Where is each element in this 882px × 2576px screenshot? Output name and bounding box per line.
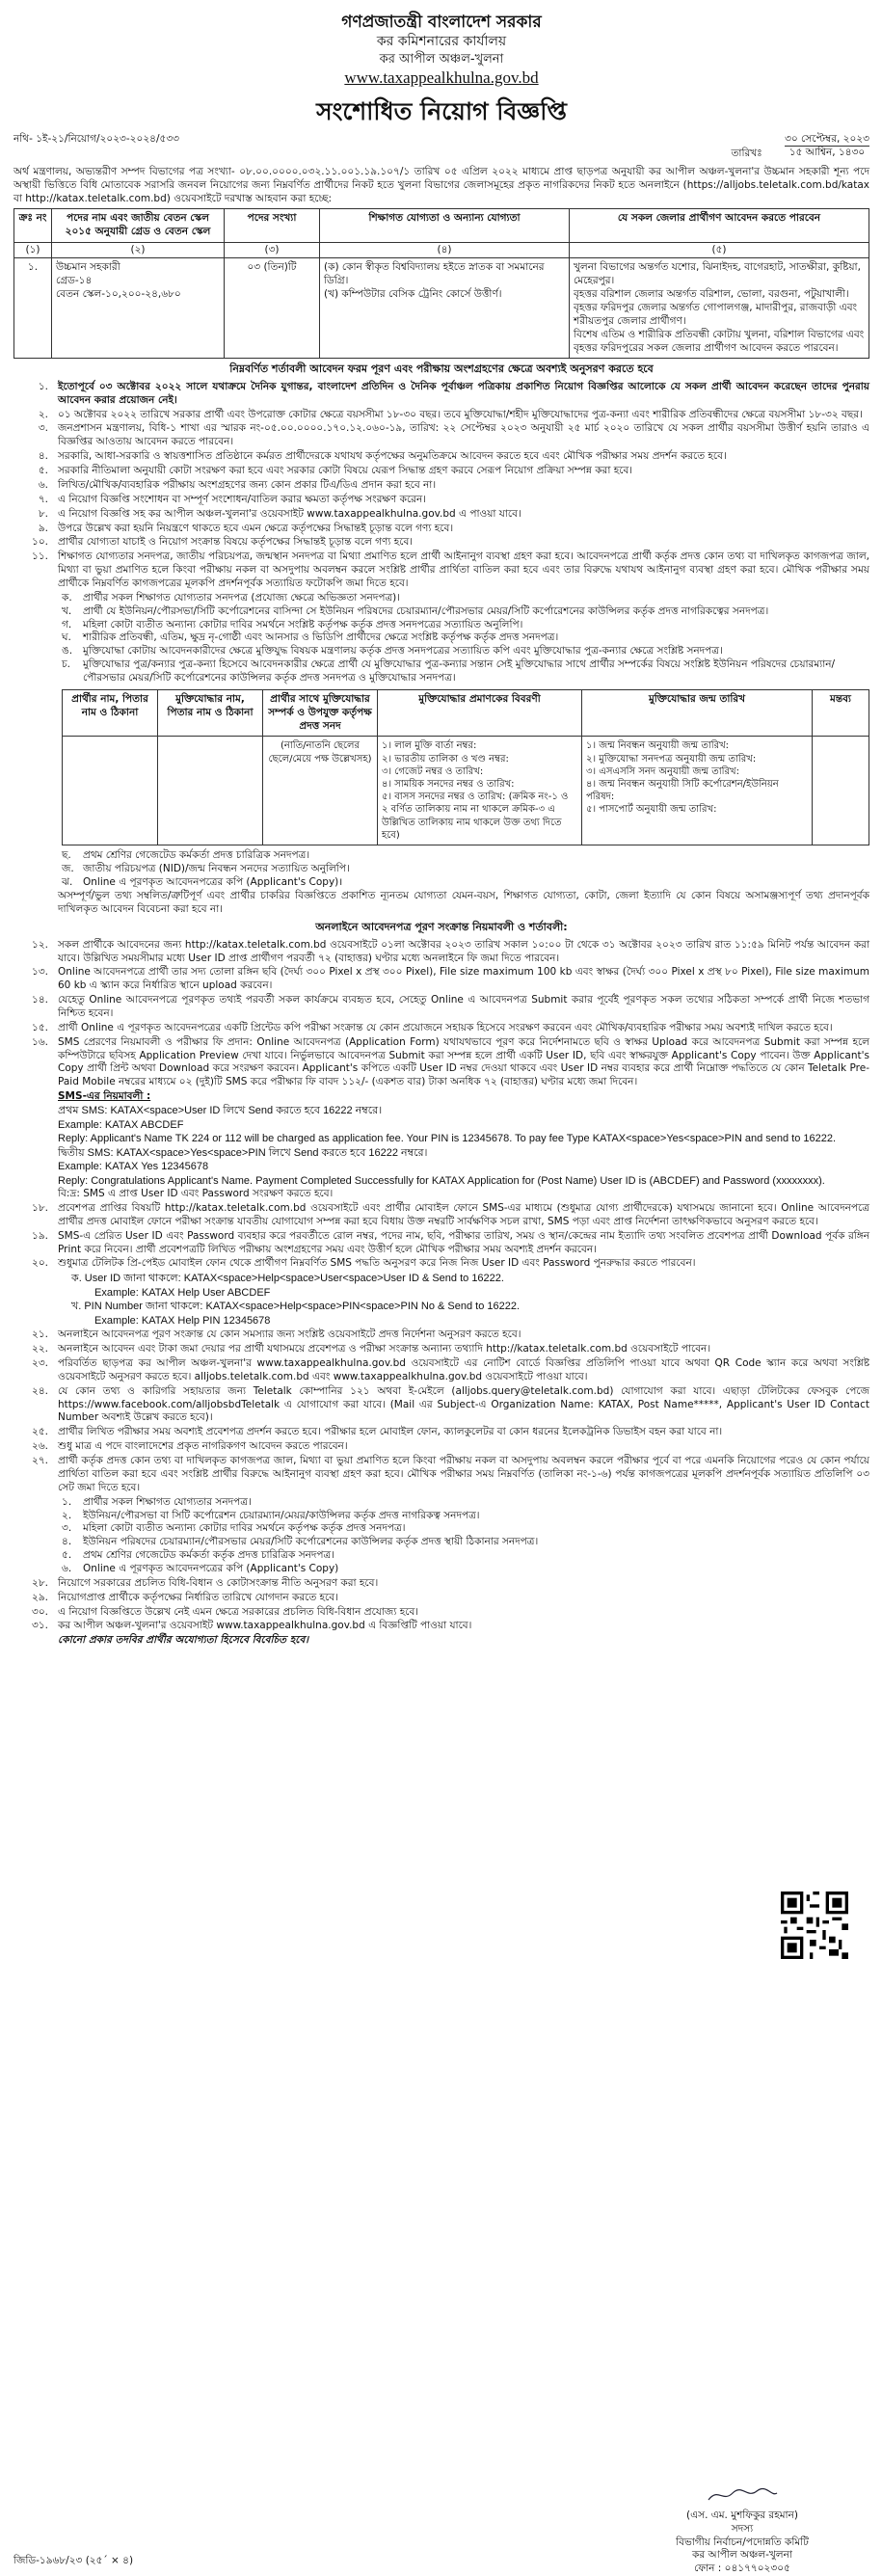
admit-rule-item [13,1230,869,1257]
recovery-block [71,1272,869,1328]
website-link[interactable]: www.taxappealkhulna.gov.bd [344,68,539,88]
condition-text: এ নিয়োগ বিজ্ঞপ্তি সহ কর আপীল অঞ্চল-খুলনা'র ওয়েবসাইট www.taxappealkhulna.gov.bd এ পাওয়া যাবে। [58,507,521,520]
ff-cell-remarks [813,737,869,845]
endnote: কোনো প্রকার তদবির প্রার্থীর অযোগ্যতা হিসেবে বিবেচিত হবে। [58,1634,309,1647]
document-number: জ. [62,862,74,874]
ff-th-ff-name: মুক্তিযোদ্ধার নাম, পিতার নাম ও ঠিকানা [158,689,263,737]
notice-title: সংশোধিত নিয়োগ বিজ্ঞপ্তি [316,96,567,125]
condition-number: ১০. [32,536,48,549]
condition-item [13,450,869,464]
online-rule-number: ১২. [32,938,48,951]
document-text: মহিলা কোটা ব্যতীত অন্যান্য কোটার দাবির সমর্থনে সংশ্লিষ্ট কর্তৃপক্ষ কর্তৃক প্রদত্ত সনদপত্রের সত্যায়িত অনুলিপি। [83,618,523,631]
document-item [62,619,869,632]
sms-example-2: Example: KATAX Yes 12345678 [58,1161,209,1173]
ff-cell-relation: (নাতি/নাতনি ছেলের ছেলে/মেয়ে পক্ষ উল্লেখসহ) [263,737,378,845]
required-doc-text: প্রথম শ্রেণির গেজেটেড কর্মকর্তা কর্তৃক প্রদত্ত চারিত্রিক সনদপত্র। [83,1549,335,1562]
condition-text: ০১ অক্টোবর ২০২২ তারিখে সরকার প্রার্থী এবং উপরোক্ত কোটার ক্ষেত্রে বয়সসীমা ১৮-৩০ বছর। তবে মুক্তিযোদ্ধা/শহীদ মুক্তিযোদ্ধাদের পুত্র-কন্যা এবং শারীরিক প্রতিবন্ধীদের ক্ষেত্রে বয়সসীমা ১৮-৩২ বছর। [58,408,863,420]
online-rule-text: SMS প্রেরণের নিয়মাবলী ও পরীক্ষার ফি প্রদান: Online আবেদনপত্র (Application Form) যথাযথভাবে পূরণ করে নির্দেশনামতে ছবি ও স্বাক্ষর Upload করে আবেদনপত্র Submit করা সম্পন্ন হলে কম্পিউটারে ছবিসহ Application Preview দেখা যাবে। নির্ভুলভাবে আবেদনপত্র Submit করা সম্পন্ন হলে প্রার্থী একটি User ID, ছবি এবং স্বাক্ষরযুক্ত Applicant's Copy পাবেন। উক্ত Applicant's Copy প্রার্থী প্রিন্ট অথবা Download করে সংরক্ষণ করবেন। Applicant's কপিতে একটি User ID নম্বর দেওয়া থাকবে এবং User ID নম্বর ব্যবহার করে প্রার্থী নিম্নোক্ত পদ্ধতিতে যে কোন Teletalk Pre-Paid Mobile নম্বরের মাধ্যমে ০২ (দুই)টি SMS করে পরীক্ষার ফি বাবদ ১১২/- (একশত বার) টাকা অনধিক ৭২ (বাহাত্তর) ঘণ্টার মধ্যে জমা দিবেন। [58,1035,869,1088]
required-doc-number: ৪. [62,1536,72,1548]
online-rule-number: ১৩. [32,966,48,979]
online-rule-item [13,1022,869,1035]
ff-dob-4: ৪। জন্ম নিবন্ধন অনুযায়ী সিটি কর্পোরেশন/ইউনিয়ন পরিষদ: [586,778,779,803]
other-rule-number: ২৫. [32,1426,48,1438]
condition-item [13,465,869,478]
condition-text: জনপ্রশাসন মন্ত্রণালয়, বিধি-১ শাখা এর স্মারক নং-০৫.০০.০০০০.১৭০.১২.০৬০-১৯, তারিখ: ২২ সেপ্টেম্বর ২০২৩ অনুযায়ী ২৫ মার্চ ২০২০ তারিখে যে সকল প্রার্থীর বয়সসীমা উত্তীর্ণ হয়নি তারাও এ বিজ্ঞপ্তির আওতায় আবেদন করতে পারবেন। [58,422,869,448]
th-count: পদের সংখ্যা [225,208,320,242]
ff-th-candidate: প্রার্থীর নাম, পিতার নাম ও ঠিকানা [63,689,158,737]
date-label: তারিখঃ [731,147,762,159]
online-rule-text: প্রার্থী Online এ পূরণকৃত আবেদনপত্রের একটি প্রিন্টেড কপি পরীক্ষা সংক্রান্ত যে কোন প্রয়োজনে সহায়ক হিসেবে সংরক্ষণ করবেন এবং মৌখিক/ব্যবহারিক পরীক্ষার সময় অবশ্যই দাখিল করতে হবে। [58,1021,833,1033]
condition-item [13,381,869,408]
other-rule-text: শুধু মাত্র এ পদে বাংলাদেশের প্রকৃত নাগরিকগণ আবেদন করতে পারবেন। [58,1440,348,1453]
condition-number: ৭. [38,493,48,505]
condition-number: ৩. [38,422,48,435]
conditions-list [13,409,869,591]
other-rule-text: যে কোন তথ্য ও কারিগরি সহায়তার জন্য Teletalk কোম্পানির ১২১ অথবা ই-মেইলে (alljobs.query@teletalk.com.bd) যোগাযোগ করা যাবে। এছাড়া টেলিটকের ফেসবুক পেজে https://www.facebook.com/alljobsbdTeletalk এ যোগাযোগ করা যাবে। (Mail এর Subject-এ Organization Name: KATAX, Post Name*****, Applicant's User ID Contact Number অবশ্যই উল্লেখ করতে হবে)। [58,1384,869,1424]
recover-pin-example: Example: KATAX Help PIN 12345678 [94,1314,271,1327]
document-item [62,631,869,645]
ff-cell-candidate [63,737,158,845]
required-doc-number: ২. [62,1509,72,1521]
document-item [62,592,869,605]
final-rule-item [13,1577,869,1591]
final-rule-text: কর আপীল অঞ্চল-খুলনা'র ওয়েবসাইট www.taxappealkhulna.gov.bd এ বিজ্ঞপ্তিটি পাওয়া যাবে। [58,1620,472,1632]
sms-reply-1: Reply: Applicant's Name TK 224 or 112 will be charged as application fee. Your PIN is 12345678. To pay fee Type KATAX<space>Yes<space>PIN and send to 16222. [58,1133,837,1145]
qr-code[interactable] [781,1892,848,1959]
signatory-office: কর আপীল অঞ্চল-খুলনা [692,2549,792,2562]
final-rule-text: এ নিয়োগ বিজ্ঞপ্তিতে উল্লেখ নেই এমন ক্ষেত্রে সরকারের প্রচলিত বিধি-বিধান প্রযোজ্য হবে। [58,1605,419,1618]
online-rule-item [13,939,869,966]
document-text: মুক্তিযোদ্ধার পুত্র/কন্যার পুত্র-কন্যা হিসেবে আবেদনকারীর ক্ষেত্রে প্রার্থী যে মুক্তিযোদ্ধার পুত্র-কন্যার সন্তান সেই মুক্তিযোদ্ধার সাথে প্রার্থীর সম্পর্কের বিষয়ে সংশ্লিষ্ট ইউনিয়ন পরিষদের চেয়ারম্যান/পৌরসভার মেয়র/সিটি কর্পোরেশনের কাউন্সিলর কর্তৃক প্রদত্ত সনদপত্র ও মুক্তিযোদ্ধার সনদপত্র। [83,658,836,684]
condition-text: এ নিয়োগ বিজ্ঞপ্তি সংশোধন বা সম্পূর্ণ সংশোধন/বাতিল করার ক্ষমতা কর্তৃপক্ষ সংরক্ষণ করেন। [58,493,426,505]
ff-dob-3: ৩। এসএসসি সনদ অনুযায়ী জন্ম তারিখ: [586,765,739,777]
th-qualification: শিক্ষাগত যোগ্যতা ও অন্যান্য যোগ্যতা [320,208,570,242]
admit-rule-text: SMS-এ প্রেরিত User ID এবং Password ব্যবহার করে পরবর্তীতে রোল নম্বর, পদের নাম, ছবি, পরীক্ষার তারিখ, সময় ও স্থান/কেন্দ্রের নাম ইত্যাদি তথ্য সংবলিত প্রবেশপত্র প্রার্থী Download পূর্বক রঙ্গিন Print করে নিবেন। প্রার্থী প্রবেশপত্রটি লিখিত পরীক্ষায় অংশগ্রহণের সময় এবং উত্তীর্ণ হলে মৌখিক পরীক্ষার সময় অবশ্যই প্রদর্শন করবেন। [58,1229,869,1255]
conditions-heading: নিম্নবর্ণিত শর্তাবলী আবেদন ফরম পূরণ এবং পরীক্ষায় অংশগ্রহণের ক্ষেত্রে অবশ্যই অনুসরণ করতে হবে [229,362,654,376]
ff-th-remarks: মন্তব্য [813,689,869,737]
condition-number: ৮. [38,507,48,520]
colnum-4: (৪) [320,242,570,258]
ff-proof-5: ৫। বাসস সনদের নম্বর ও তারিখ: (ক্রমিক নং-১ ও ২ বর্ণিত তালিকায় নাম না থাকলে ক্রমিক-৩ এ উল্লিখিত তালিকায় নাম থাকলে উক্ত তথ্য দিতে হবে) [382,792,569,841]
admit-rule-text: শুধুমাত্র টেলিটক প্রি-পেইড মোবাইল ফোন থেকে প্রার্থীগণ নিম্নবর্ণিত SMS পদ্ধতি অনুসরণ করে নিজ নিজ User ID এবং Password পুনরুদ্ধার করতে পারবেন। [58,1257,696,1270]
condition-item [13,494,869,507]
other-rule-item [13,1455,869,1495]
colnum-3: (৩) [225,242,320,258]
th-post: পদের নাম এবং জাতীয় বেতন স্কেল ২০১৫ অনুযায়ী গ্রেড ও বেতন স্কেল [52,208,225,242]
ff-proof-3: ৩। গেজেট নম্বর ও তারিখ: [382,765,484,777]
other-rule-text: অনলাইনে আবেদন এবং টাকা জমা দেয়ার পর প্রার্থী যথাসময়ে প্রবেশপত্র ও পরীক্ষা সংক্রান্ত অন্যান্য তথ্যাদি http://katax.teletalk.com.bd ওয়েবসাইটে পাবেন। [58,1343,711,1355]
qualification-a: (ক) কোন স্বীকৃত বিশ্ববিদ্যালয় হইতে স্নাতক বা সমমানের ডিগ্রি। [324,261,545,287]
cell-post [52,258,225,359]
incomplete-note-text: অসম্পূর্ণ/ভুল তথ্য সম্বলিত/ত্রুটিপূর্ণ এবং প্রার্থীর চাকরির বিজ্ঞপ্তিতে প্রকাশিত ন্যূনতম যোগ্যতা যেমন-বয়স, শিক্ষাগত যোগ্যতা, কোটা, জেলা ইত্যাদি যে কোন বিষয়ে অসামঞ্জস্যপূর্ণ তথ্য প্রদানপূর্বক দাখিলকৃত আবেদন বিবেচনা করা হবে না। [58,890,869,916]
condition-item [13,550,869,591]
colnum-1: (১) [14,242,52,258]
required-doc-text: Online এ পূরণকৃত আবেদনপত্রের কপি (Applicant's Copy) [83,1562,339,1574]
document-number: গ. [62,618,72,631]
online-rules-list [13,939,869,1089]
document-number: ছ. [62,848,71,861]
other-rule-number: ২৬. [32,1440,48,1453]
condition-text: প্রার্থীর যোগ্যতা যাচাই ও নিয়োগ সংক্রান্ত বিষয়ে কর্তৃপক্ষের সিদ্ধান্তই চূড়ান্ত বলে গণ্য হবে। [58,536,414,549]
document-item [62,645,869,658]
district-group-4: বিশেষ এতিম ও শারীরিক প্রতিবন্ধী কোটায় খুলনা, বরিশাল বিভাগের এবং বৃহত্তর ফরিদপুরের সকল জেলার প্রার্থীগণ আবেদন করতে পারবেন। [574,328,865,354]
condition-text: ইতোপূর্বে ০৩ অক্টোবর ২০২২ সালে যথাক্রমে দৈনিক যুগান্তর, বাংলাদেশ প্রতিদিন ও দৈনিক পূর্বাঞ্চল পত্রিকায় প্রকাশিত নিয়োগ বিজ্ঞপ্তির আলোকে যে সকল প্রার্থী আবেদন করেছেন তাদের পুনরায় আবেদন করার প্রয়োজন নেই। [58,380,869,406]
document-text: Online এ পূরণকৃত আবেদনপত্রের কপি (Applicant's Copy)। [83,875,343,888]
required-doc-item [62,1510,869,1523]
admit-rule-item [13,1202,869,1229]
signature-block [646,2485,839,2576]
ff-proof-1: ১। লাল মুক্তি বার্তা নম্বর: [382,740,477,752]
online-rule-text: যেহেতু Online আবেদনপত্রে পূরণকৃত তথ্যই পরবর্তী সকল কার্যক্রমে ব্যবহৃত হবে, সেহেতু Online এ আবেদনপত্র Submit করার পূর্বেই পূরণকৃত সকল তথ্যের সঠিকতা সম্পর্কে প্রার্থী নিজে শতভাগ নিশ্চিত হবেন। [58,994,869,1019]
date-block [732,133,869,161]
online-rule-item [13,1036,869,1089]
other-rule-item [13,1357,869,1384]
date-bengali-calendar: ১৫ আশ্বিন, ১৪৩০ [788,147,866,159]
final-rule-item [13,1592,869,1605]
district-group-2: বৃহত্তর বরিশাল জেলার অন্তর্গত বরিশাল, ভোলা, বরগুনা, পটুয়াখালী। [574,288,849,301]
ff-th-relation: প্রার্থীর সাথে মুক্তিযোদ্ধার সম্পর্ক ও উপযুক্ত কর্তৃপক্ষ প্রদত্ত সনদ [263,689,378,737]
document-text: প্রার্থী যে ইউনিয়ন/পৌরসভা/সিটি কর্পোরেশনের বাসিন্দা সে ইউনিয়ন পরিষদের চেয়ারম্যান/পৌরসভার মেয়র/সিটি কর্পোরেশনের কাউন্সিলর কর্তৃক প্রদত্ত নাগরিকত্বের সনদপত্র। [83,604,769,617]
other-rule-item [13,1426,869,1439]
signatory-name: (এস. এম. মুশফিকুর রহমান) [686,2509,798,2521]
cell-districts [570,258,869,359]
document-text: শারীরিক প্রতিবন্ধী, এতিম, ক্ষুদ্র নৃ-গোষ্ঠী এবং আনসার ও ভিডিপি প্রার্থীদের ক্ষেত্রে সংশ্লিষ্ট কর্তৃপক্ষ কর্তৃক প্রদত্ত সনদপত্র। [83,631,559,644]
final-rules-list [13,1577,869,1633]
footer-code: জিডি-১৯৬৮/২৩ (২৫´ × ৪) [13,2555,134,2566]
admit-rule-number: ১৯. [32,1229,48,1242]
condition-number: ৫. [38,465,48,477]
document-item [62,658,869,685]
sms-note: বি:দ্র: SMS এ প্রাপ্ত User ID এবং Password সংরক্ষণ করতে হবে। [58,1188,334,1200]
ff-dob-1: ১। জন্ম নিবন্ধন অনুযায়ী জন্ম তারিখ: [586,740,730,752]
document-sub-list [13,592,869,685]
condition-number: ১১. [32,550,48,563]
district-group-1: খুলনা বিভাগের অন্তর্গত যশোর, ঝিনাইদহ, বাগেরহাট, সাতক্ষীরা, কুষ্টিয়া, মেহেরপুর। [574,261,861,287]
condition-text: সরকারি নীতিমালা অনুযায়ী কোটা সংরক্ষণ করা হবে এবং সরকার কোটা বিষয়ে যেরূপ সিদ্ধান্ত গ্রহণ করবে সেরূপ নিয়োগ প্রক্রিয়া সম্পন্ন করা হবে। [58,465,633,477]
admit-rule-item [13,1257,869,1271]
final-rule-item [13,1606,869,1620]
qr-code-icon [781,1892,848,1959]
online-rules-heading: অনলাইনে আবেদনপত্র পূরণ সংক্রান্ত নিয়মাবলী ও শর্তাবলী: [315,921,568,934]
document-number: ক. [62,591,72,604]
condition-item [13,409,869,422]
incomplete-note [13,890,869,917]
document-number: চ. [62,658,71,671]
other-rule-item [13,1328,869,1342]
other-rule-item [13,1343,869,1356]
colnum-2: (২) [52,242,225,258]
admit-rule-number: ২০. [32,1257,48,1270]
post-name: উচ্চমান সহকারী [56,261,120,274]
colnum-5: (৫) [570,242,869,258]
document-number: খ. [62,604,72,617]
cell-sl: ১. [14,258,52,359]
document-number: ঘ. [62,631,71,644]
final-rule-item [13,1620,869,1633]
required-doc-text: মহিলা কোটা ব্যতীত অন্যান্য কোটার দাবির সমর্থনে কর্তৃপক্ষ কর্তৃক প্রদত্ত সনদপত্র। [83,1522,406,1535]
sms-example-1: Example: KATAX ABCDEF [58,1118,184,1131]
other-rule-text: পরিবর্তিত ছাড়পত্র কর আপীল অঞ্চল-খুলনা'র www.taxappealkhulna.gov.bd ওয়েবসাইটে এর নোটিশ বোর্ডে বিজ্ঞপ্তির প্রতিলিপি পাওয়া যাবে অথবা QR Code স্ক্যান করে অথবা সংশ্লিষ্ট ওয়েবসাইটে অনুসরণ করতে হবে। alljobs.teletalk.com.bd এবং www.taxappealkhulna.gov.bd ওয়েবসাইটে পাওয়া যাবে। [58,1357,869,1382]
required-doc-item [62,1496,869,1510]
admit-rules-list [13,1202,869,1271]
final-rule-number: ৩০. [32,1605,48,1618]
document-text: প্রথম শ্রেণির গেজেটেড কর্মকর্তা প্রদত্ত চারিত্রিক সনদপত্র। [83,848,310,861]
freedom-fighter-table [62,689,869,845]
condition-number: ২. [38,408,48,420]
final-rule-text: নিয়োগে সরকারের প্রচলিত বিধি-বিধান ও কোটাসংক্রান্ত নীতি অনুসরণ করা হবে। [58,1576,379,1589]
other-rule-item [13,1440,869,1454]
required-doc-item [62,1563,869,1576]
ff-proof-2: ২। ভারতীয় তালিকা ও খণ্ড নম্বর: [382,753,509,765]
other-rule-number: ২১. [32,1328,48,1341]
signatory-committee: বিভাগীয় নির্বাচন/পদোন্নতি কমিটি [676,2536,809,2548]
ff-dob-5: ৫। পাসপোর্ট অনুযায়ী জন্ম তারিখ: [586,804,717,816]
condition-number: ৬. [38,478,48,491]
other-rule-number: ২৪. [32,1384,48,1397]
signatory-role: সদস্য [731,2522,754,2535]
document-number: ঝ. [62,875,73,888]
online-rule-number: ১৬. [32,1035,48,1048]
document-text: মুক্তিযোদ্ধা কোটায় আবেদনকারীদের ক্ষেত্রে মুক্তিযুদ্ধ বিষয়ক মন্ত্রণালয় কর্তৃক প্রদত্ত সনদপত্রের সত্যায়িত কপি এবং মুক্তিযোদ্ধার পুত্র-কন্যার ক্ষেত্রে সংশ্লিষ্ট সনদপত্র। [83,645,723,657]
condition-text: উপরে উল্লেখ করা হয়নি নিয়ন্ত্রণে থাকতে হবে এমন ক্ষেত্রে কর্তৃপক্ষের সিদ্ধান্তই চূড়ান্ত বলে গণ্য হবে। [58,522,454,534]
recover-user-id-example: Example: KATAX Help User ABCDEF [94,1286,271,1299]
other-rule-text: প্রার্থী কর্তৃক প্রদত্ত কোন তথ্য বা দাখিলকৃত কাগজপত্র জাল, মিথ্যা বা ভুয়া প্রমাণিত হলে কিংবা পরীক্ষায় নকল বা অসদুপায় অবলম্বন করলে পরীক্ষার পূর্বে বা পরে এমনকি নিয়োগের পরেও যে কোন পর্যায়ে প্রার্থিতা বাতিল করা হবে এবং সংশ্লিষ্ট প্রার্থীর বিরুদ্ধে আইনানুগ ব্যবস্থা গ্রহণ করা হবে। মৌখিক পরীক্ষার সময় নিম্নবর্ণিত (তালিকা নং-১-৬) পর্যন্ত কাগজপত্রের মূলকপি প্রদর্শনপূর্বক সত্যায়িত প্রতিলিপি ০৩ সেট জমা দিতে হবে। [58,1455,869,1493]
recover-user-id: ক. User ID জানা থাকলে: KATAX<space>Help<space>User<space>User ID & Send to 16222. [71,1273,504,1285]
condition-item [13,479,869,493]
file-number: নথি- ১ই-২১/নিয়োগ/২০২৩-২০২৪/৫৩৩ [13,132,179,145]
office-name: কর কমিশনারের কার্যালয় [376,34,507,50]
required-doc-number: ৫. [62,1549,72,1562]
zone-name: কর আপীল অঞ্চল-খুলনা [379,51,504,67]
other-rule-text: অনলাইনে আবেদনপত্র পূরণ সংক্রান্ত যে কোন সমস্যার জন্য সংশ্লিষ্ট ওয়েবসাইটে প্রদত্ত নির্দেশনা অনুসরণ করতে হবে। [58,1328,521,1341]
document-item [62,605,869,619]
post-scale: বেতন স্কেল-১০,২০০-২৪,৬৮০ [56,288,181,301]
th-sl: ক্রঃ নং [14,208,52,242]
other-rule-number: ২৩. [32,1357,48,1370]
recover-pin: খ. PIN Number জানা থাকলে: KATAX<space>Help<space>PIN<space>PIN No & Send to 16222. [71,1301,521,1313]
condition-text: লিখিত/মৌখিক/ব্যবহারিক পরীক্ষায় অংশগ্রহণের জন্য কোন প্রকার টিএ/ডিএ প্রদান করা হবে না। [58,478,437,491]
sms-reply-2: Reply: Congratulations Applicant's Name. Payment Completed Successfully for KATAX Application for (Post Name) User ID is (ABCDEF) and Password (xxxxxxxx). [58,1174,825,1187]
sms-first: প্রথম SMS: KATAX<space>User ID লিখে Send করতে হবে 16222 নম্বরে। [58,1105,383,1117]
sms-second: দ্বিতীয় SMS: KATAX<space>Yes<space>PIN লিখে Send করতে হবে 16222 নম্বরে। [58,1146,428,1159]
other-rule-text: প্রার্থীর লিখিত পরীক্ষার সময় অবশ্যই প্রবেশপত্র প্রদর্শন করতে হবে। পরীক্ষার হলে মোবাইল ফোন, ক্যালকুলেটর বা কোন ধরনের ইলেকট্রনিক ডিভাইস বহন করা যাবে না। [58,1426,723,1438]
document-number: ঙ. [62,645,73,657]
required-doc-item [62,1549,869,1563]
condition-number: ৪. [38,450,48,463]
required-doc-text: ইউনিয়ন/পৌরসভা বা সিটি কর্পোরেশন চেয়ারম্যান/মেয়র/কাউন্সিলর কর্তৃক প্রদত্ত নাগরিকত্ব সনদপত্র। [83,1509,480,1521]
online-rule-text: Online আবেদনপত্রে প্রার্থী তার সদ্য তোলা রঙ্গিন ছবি (দৈর্ঘ্য ৩০০ Pixel x প্রস্থ ৩০০ Pixel), File size maximum 100 kb এবং স্বাক্ষর (দৈর্ঘ্য ৩০০ Pixel x প্রস্থ ৮০ Pixel), File size maximum 60 kb এ স্ক্যান করে নির্ধারিত স্থানে upload করবেন। [58,966,869,992]
ff-dob-2: ২। মুক্তিযোদ্ধা সনদপত্র অনুযায়ী জন্ম তারিখ: [586,753,757,765]
other-rules-list [13,1328,869,1494]
online-rule-number: ১৫. [32,1021,48,1033]
sms-heading: SMS-এর নিয়মাবলী : [58,1090,151,1103]
condition-text: সরকারি, আধা-সরকারি ও স্বায়ত্তশাসিত প্রতিষ্ঠানে কর্মরত প্রার্থীদেরকে যথাযথ কর্তৃপক্ষের অনুমতিক্রমে আবেদন করতে হবে এবং মৌখিক পরীক্ষার সময় প্রদর্শন করতে হবে। [58,450,727,463]
admit-rule-number: ১৮. [32,1201,48,1214]
ff-cell-proof [378,737,582,845]
govt-name: গণপ্রজাতন্ত্রী বাংলাদেশ সরকার [341,13,542,32]
condition-number: ৯. [38,522,48,534]
document-text: প্রার্থীর সকল শিক্ষাগত যোগ্যতার সনদপত্র (প্রযোজ্য ক্ষেত্রে অভিজ্ঞতা সনদপত্র)। [83,591,401,604]
final-rule-text: নিয়োগপ্রাপ্ত প্রার্থীকে কর্তৃপক্ষের নির্ধারিত তারিখে যোগদান করতে হবে। [58,1591,338,1603]
online-rule-item [13,994,869,1021]
online-rule-item [13,966,869,993]
document-sub-list-2 [13,849,869,890]
final-rule-number: ২৮. [32,1576,48,1589]
document-item [62,863,869,876]
post-table [13,208,869,360]
condition-text: শিক্ষাগত যোগ্যতার সনদপত্র, জাতীয় পরিচয়পত্র, জন্মস্থান সনদপত্র বা মিথ্যা প্রমাণিত হলে প্রার্থী আইনানুগ ব্যবস্থা গ্রহণ করা হবে। আবেদনপত্রে প্রার্থী কর্তৃক প্রদত্ত কোন তথ্য বা দাখিলকৃত কাগজপত্র জাল, মিথ্যা বা ভুয়া প্রমাণিত হলে কিংবা পরীক্ষায় নকল বা অসদুপায় অবলম্বন করলে সংশ্লিষ্ট প্রার্থীর প্রার্থিতা বাতিল করা হবে এবং তার বিরুদ্ধে যথাযথ আইনানুগ ব্যবস্থা গ্রহণ করা হবে। মৌখিক পরীক্ষার সময় প্রার্থীকে নিম্নবর্ণিত কাগজপত্রের মূলকপি প্রদর্শনপূর্বক সত্যায়িত ফটোকপি জমা দিতে হবে। [58,550,869,589]
condition-item [13,422,869,449]
condition-item [13,508,869,522]
date-bengali: ৩০ সেপ্টেম্বর, ২০২৩ [785,133,869,148]
notice-page [13,8,869,1649]
endnote-row [13,1634,869,1648]
cell-count: ০৩ (তিন)টি [225,258,320,359]
signature-icon [704,2485,781,2505]
district-group-3: বৃহত্তর ফরিদপুর জেলার অন্তর্গত গোপালগঞ্জ, মাদারীপুর, রাজবাড়ী এবং শরীয়তপুর জেলার প্রার্থীগণ। [574,301,858,327]
online-rule-number: ১৪. [32,994,48,1006]
final-rule-number: ২৯. [32,1591,48,1603]
other-rule-number: ২৭. [32,1455,48,1467]
required-docs-list [13,1496,869,1576]
ff-cell-ff-name [158,737,263,845]
sms-block [58,1090,869,1201]
admit-rule-text: প্রবেশপত্র প্রাপ্তির বিষয়টি http://katax.teletalk.com.bd ওয়েবসাইটে এবং প্রার্থীর মোবাইল ফোনে SMS-এর মাধ্যমে (শুধুমাত্র যোগ্য প্রার্থীদেরকে) যথাসময়ে জানানো হবে। Online আবেদনপত্রে প্রার্থীর প্রদত্ত মোবাইল ফোনে পরীক্ষা সংক্রান্ত যাবতীয় যোগাযোগ সম্পন্ন করা হবে বিধায় উক্ত নম্বরটি সার্বক্ষণিক সচল রাখা, SMS পড়া এবং প্রাপ্ত নির্দেশনা তাৎক্ষণিকভাবে অনুসরণ করতে হবে। [58,1201,869,1227]
cell-qualification [320,258,570,359]
other-rule-item [13,1385,869,1426]
document-text: জাতীয় পরিচয়পত্র (NID)/জন্ম নিবন্ধন সনদের সত্যায়িত অনুলিপি। [83,862,350,874]
other-rule-number: ২২. [32,1343,48,1355]
meta-row [13,133,869,161]
qualification-b: (খ) কম্পিউটার বেসিক ট্রেনিং কোর্সে উত্তীর্ণ। [324,288,502,301]
ff-th-proof: মুক্তিযোদ্ধার প্রমাণকের বিবরণী [378,689,582,737]
post-grade: গ্রেড-১৪ [56,275,93,287]
required-doc-number: ৬. [62,1562,72,1574]
condition-item [13,523,869,536]
ff-proof-4: ৪। সাময়িক সনদের নম্বর ও তারিখ: [382,778,515,790]
ff-cell-dob [582,737,813,845]
required-doc-text: প্রার্থীর সকল শিক্ষাগত যোগ্যতার সনদপত্র। [83,1495,252,1508]
document-item [62,876,869,890]
condition-number: ১. [38,380,48,392]
condition-item [13,536,869,550]
online-rule-text: সকল প্রার্থীকে আবেদনের জন্য http://katax.teletalk.com.bd ওয়েবসাইটে ০১লা অক্টোবর ২০২৩ তারিখ সকাল ১০:০০ টা থেকে ৩১ অক্টোবর ২০২৩ তারিখ রাত ১১:৫৯ মিনিট পর্যন্ত আবেদন করা যাবে। উল্লিখিত সময়সীমার মধ্যে User ID প্রাপ্ত প্রার্থীগণ পরবর্তী ৭২ (বাহাত্তর) ঘণ্টার মধ্যে অনলাইনে ফি জমা দিতে পারবেন। [58,938,869,964]
ff-th-dob: মুক্তিযোদ্ধার জন্ম তারিখ [582,689,813,737]
signatory-phone: ফোন : ০৪১৭৭০২৩০৫ [694,2563,790,2575]
required-doc-number: ৩. [62,1522,72,1535]
required-doc-number: ১. [62,1495,72,1508]
intro-paragraph: অর্থ মন্ত্রণালয়, অভ্যন্তরীণ সম্পদ বিভাগের পত্র সংখ্যা- ০৮.০০.০০০০.০৩২.১১.০০১.১৯.১০৭/১ তারিখ ০৫ এপ্রিল ২০২২ মাধ্যমে প্রাপ্ত ছাড়পত্র অনুযায়ী কর আপীল অঞ্চল-খুলনা'র উচ্চমান সহকারী শূন্য পদে অস্থায়ী ভিত্তিতে বিধি মোতাবেক সরাসরি জনবল নিয়োগের জন্য নিম্নবর্ণিত প্রার্থীদের নিকট হতে খুলনা বিভাগের জেলাসমূহের প্রকৃত নাগরিকদের নিকট হতে অনলাইনে (https://alljobs.teletalk.com.bd/katax বা http://katax.teletalk.com.bd) ওয়েবসাইটে দরখাস্ত আহবান করা হচ্ছে: [13,166,869,204]
required-doc-item [62,1522,869,1536]
document-item [62,849,869,863]
required-doc-item [62,1536,869,1549]
required-doc-text: ইউনিয়ন পরিষদের চেয়ারম্যান/পৌরসভার মেয়র/সিটি কর্পোরেশনের কাউন্সিলর কর্তৃক প্রদত্ত স্থায়ী ঠিকানার সনদপত্র। [83,1536,539,1548]
final-rule-number: ৩১. [32,1620,48,1632]
th-districts: যে সকল জেলার প্রার্থীগণ আবেদন করতে পারবেন [570,208,869,242]
